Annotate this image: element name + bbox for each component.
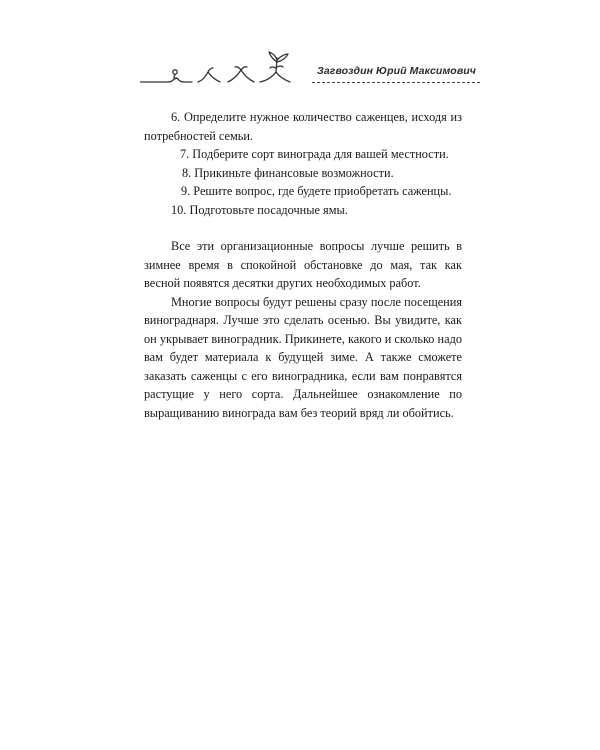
vine-growth-stages-icon — [140, 46, 320, 90]
list-item: 10. Подготовьте посадочные ямы. — [171, 202, 348, 217]
page-body — [144, 108, 462, 422]
author-name: Загвоздин Юрий Максимович — [316, 65, 476, 77]
list-item: 6. Определите нужное количество саженцев, исходя из потребностей семьи. — [144, 110, 462, 143]
list-item: 7. Подберите сорт винограда для вашей местности. — [180, 147, 449, 161]
header-rule — [312, 82, 480, 83]
list-item: 9. Решите вопрос, где будете приобретать саженцы. — [181, 184, 452, 198]
paragraph: Многие вопросы будут решены сразу после посещения винограднаря. Лучше это сделать осенью. Вы увидите, как он укрывает виноградник. Прикинете, какого и сколько надо вам будет материала к будущей зиме. А также сможете заказать саженцы с его виноградника, если вам понравятся растущие у него сорта. Дальнейшее ознакомление по выращиванию винограда вам без теорий вряд ли обойтись. — [144, 294, 462, 420]
running-header — [140, 46, 480, 90]
list-item: 8. Прикиньте финансовые возможности. — [182, 165, 394, 180]
paragraph: Все эти организационные вопросы лучше решить в зимнее время в спокойной обстановке до мая, так как весной появятся десятки других необходимых работ. — [144, 239, 462, 290]
